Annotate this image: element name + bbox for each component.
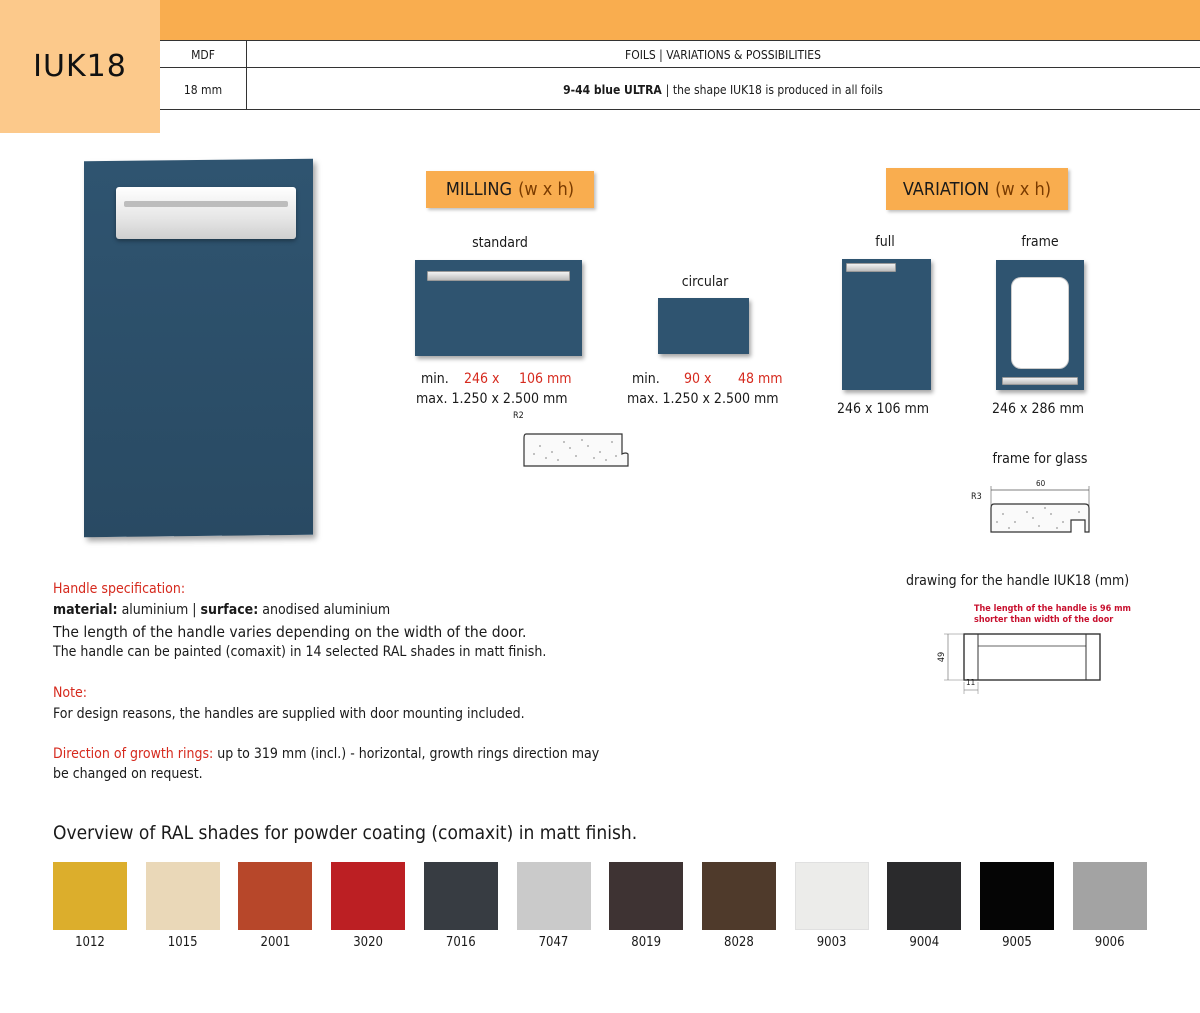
frame-size: 246 x 286 mm (992, 401, 1085, 417)
header-bar (160, 0, 1200, 40)
handle-drawing (936, 626, 1106, 696)
variation-title: VARIATION (902, 178, 990, 200)
ral-swatch-label: 8019 (631, 935, 662, 950)
door-handle-image (116, 187, 296, 239)
full-panel (842, 259, 931, 390)
standard-label: standard (472, 235, 528, 251)
variation-unit: (w x h) (995, 178, 1052, 200)
ral-swatch-label: 9005 (1002, 935, 1032, 950)
frame-panel (996, 260, 1084, 390)
foil-note: | the shape IUK18 is produced in all foils (665, 82, 883, 97)
circular-min-height: 48 mm (738, 371, 783, 387)
material-cell: MDF (191, 47, 215, 62)
standard-panel (415, 260, 582, 356)
ral-swatch-9006 (1073, 862, 1147, 930)
ral-swatch-label: 1012 (75, 935, 105, 950)
full-size: 246 x 106 mm (837, 401, 930, 417)
ral-swatch-2001 (238, 862, 312, 930)
ral-swatch-label: 1015 (167, 935, 198, 950)
ral-swatch-label: 7016 (445, 935, 476, 950)
handle-drawing-title: drawing for the handle IUK18 (mm) (906, 573, 1130, 589)
growth-rings-text-2: be changed on request. (53, 766, 203, 782)
thickness-cell: 18 mm (183, 82, 223, 97)
milling-unit: (w x h) (518, 179, 575, 200)
note-heading: Note: (53, 685, 88, 701)
frame-glass-width: 60 (1036, 479, 1046, 488)
foil-description (246, 68, 1200, 111)
foil-name: 9-44 blue ULTRA (563, 82, 662, 97)
note-text: For design reasons, the handles are supplied with door mounting included. (53, 706, 525, 722)
handle-drawing-note: The length of the handle is 96 mm shorter than width of the door (974, 604, 1131, 626)
handle-spec-heading: Handle specification: (53, 581, 186, 597)
ral-swatch-8028 (702, 862, 776, 930)
circular-min-label: min. (632, 371, 660, 387)
ral-swatch-9004 (887, 862, 961, 930)
standard-min-height: 106 mm (519, 371, 572, 387)
handle-width-dim: 11 (966, 678, 976, 687)
ral-swatch-label: 3020 (353, 935, 383, 950)
ral-swatch-9003 (795, 862, 869, 930)
handle-spec-material: material: aluminium | surface: anodised aluminium (53, 602, 391, 618)
ral-swatch-8019 (609, 862, 683, 930)
ral-swatch-3020 (331, 862, 405, 930)
full-label: full (875, 234, 895, 250)
standard-min-label: min. (421, 371, 449, 387)
milling-tag (426, 171, 594, 208)
handle-length-text: The length of the handle varies depending on the width of the door. (53, 623, 527, 641)
section-title: FOILS | VARIATIONS & POSSIBILITIES (625, 47, 821, 62)
milling-title: MILLING (445, 179, 513, 200)
product-code: IUK18 (0, 0, 160, 133)
ral-swatch-1012 (53, 862, 127, 930)
ral-swatch-label: 8028 (724, 935, 754, 950)
ral-swatch-label: 9003 (816, 935, 847, 950)
frame-glass-label: frame for glass (992, 451, 1088, 467)
handle-height-dim: 49 (937, 651, 948, 663)
variation-tag (886, 168, 1068, 210)
ral-swatch-label: 9006 (1094, 935, 1125, 950)
ral-swatch-7016 (424, 862, 498, 930)
ral-swatch-label: 7047 (538, 935, 569, 950)
circular-label: circular (681, 274, 729, 290)
ral-swatch-1015 (146, 862, 220, 930)
ral-swatch-label: 9004 (909, 935, 940, 950)
circular-max: max. 1.250 x 2.500 mm (627, 391, 779, 407)
growth-rings-text: Direction of growth rings: up to 319 mm (incl.) - horizontal, growth rings direction may (53, 746, 600, 762)
circular-min-width: 90 x (684, 371, 712, 387)
standard-min-width: 246 x (464, 371, 500, 387)
handle-paint-text: The handle can be painted (comaxit) in 14 selected RAL shades in matt finish. (53, 644, 547, 660)
ral-overview-title: Overview of RAL shades for powder coating (comaxit) in matt finish. (53, 822, 638, 844)
standard-radius: R2 (513, 411, 524, 421)
ral-swatch-label: 2001 (260, 935, 291, 950)
header-table (160, 40, 1200, 110)
standard-profile-drawing (520, 428, 640, 470)
frame-glass-profile-drawing (985, 484, 1097, 540)
frame-glass-radius: R3 (971, 492, 982, 502)
ral-swatch-7047 (517, 862, 591, 930)
standard-max: max. 1.250 x 2.500 mm (416, 391, 568, 407)
ral-swatch-9005 (980, 862, 1054, 930)
frame-label: frame (1021, 234, 1059, 250)
circular-panel (658, 298, 749, 354)
